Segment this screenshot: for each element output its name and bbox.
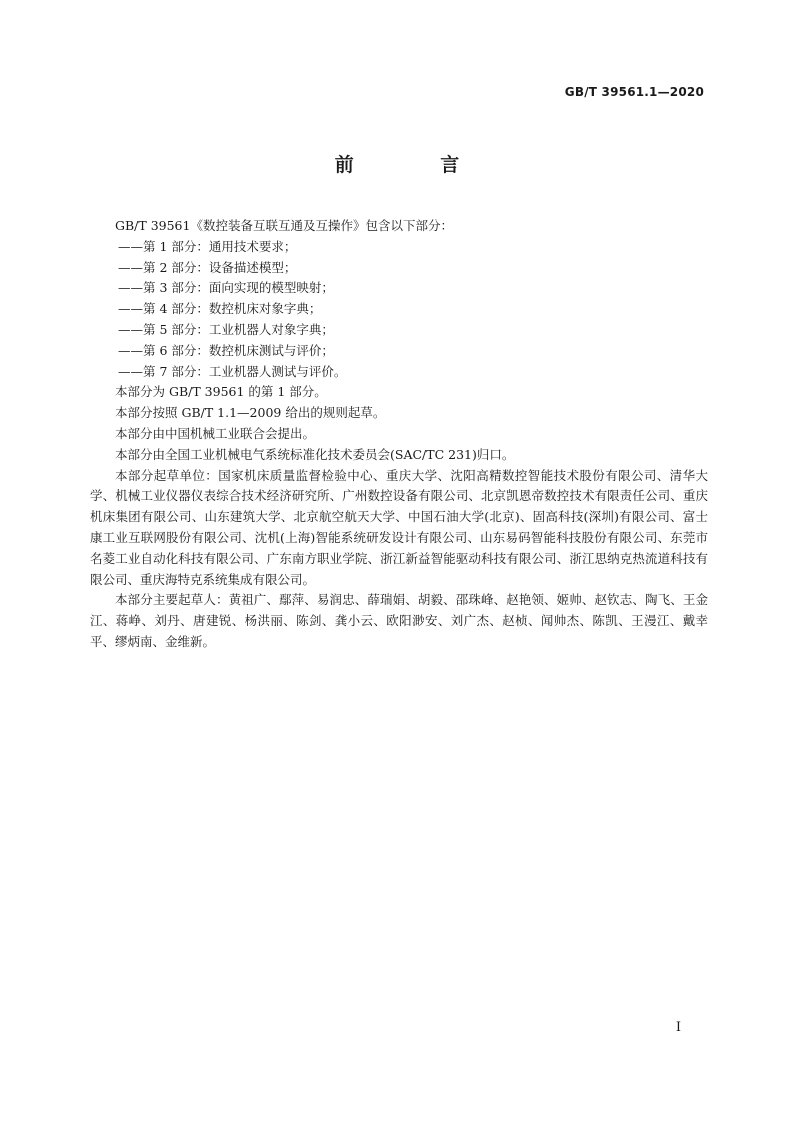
list-item: ——第 1 部分：通用技术要求； bbox=[118, 238, 297, 254]
intro-paragraph: GB/T 39561《数控装备互联互通及互操作》包含以下部分： bbox=[115, 218, 453, 233]
proposer-statement: 本部分由中国机械工业联合会提出。 bbox=[115, 425, 316, 441]
drafting-rules: 本部分按照 GB/T 1.1—2009 给出的规则起草。 bbox=[115, 405, 386, 421]
part-statement: 本部分为 GB/T 39561 的第 1 部分。 bbox=[115, 384, 327, 400]
list-item: ——第 3 部分：面向实现的模型映射； bbox=[118, 280, 334, 296]
standard-code: GB/T 39561.1—2020 bbox=[564, 85, 704, 99]
list-item: ——第 7 部分：工业机器人测试与评价。 bbox=[118, 363, 347, 379]
committee-statement: 本部分由全国工业机械电气系统标准化技术委员会(SAC/TC 231)归口。 bbox=[115, 446, 515, 462]
drafting-units: 本部分起草单位：国家机床质量监督检验中心、重庆大学、沈阳高精数控智能技术股份有限公司、清华大学、机械工业仪器仪表综合技术经济研究所、广州数控设备有限公司、北京凯恩帝数控技术有限责任公司、重庆机床集团有限公司、山东建筑大学、北京航空航天大学、中国石油大学(北京)、固高科技(深圳)有限公司、富士康工业互联网股份有限公司、沈机(上海)智能系统研发设计有限公司、山东易码智能科技股份有限公司、东莞市名菱工业自动化科技有限公司、广东南方职业学院、浙江新益智能驱动科技有限公司、浙江思纳克热流道科技有限公司、重庆海特克系统集成有限公司。 bbox=[90, 467, 708, 587]
list-item: ——第 5 部分：工业机器人对象字典； bbox=[118, 321, 334, 337]
page-number: I bbox=[675, 1020, 681, 1035]
list-item: ——第 2 部分：设备描述模型； bbox=[118, 259, 297, 275]
foreword-body bbox=[90, 216, 708, 653]
page-title: 前 言 bbox=[334, 154, 500, 176]
list-item: ——第 4 部分：数控机床对象字典； bbox=[118, 301, 322, 317]
list-item: ——第 6 部分：数控机床测试与评价； bbox=[118, 342, 334, 358]
drafters: 本部分主要起草人：黄祖广、鄢萍、易润忠、薛瑞娟、胡毅、邵珠峰、赵艳领、姬帅、赵钦志、陶飞、王金江、蒋峥、刘丹、唐建锐、杨洪丽、陈剑、龚小云、欧阳渺安、刘广杰、赵桢、闻帅杰、陈凯、王漫江、戴幸平、缪炳南、金维新。 bbox=[90, 592, 708, 649]
